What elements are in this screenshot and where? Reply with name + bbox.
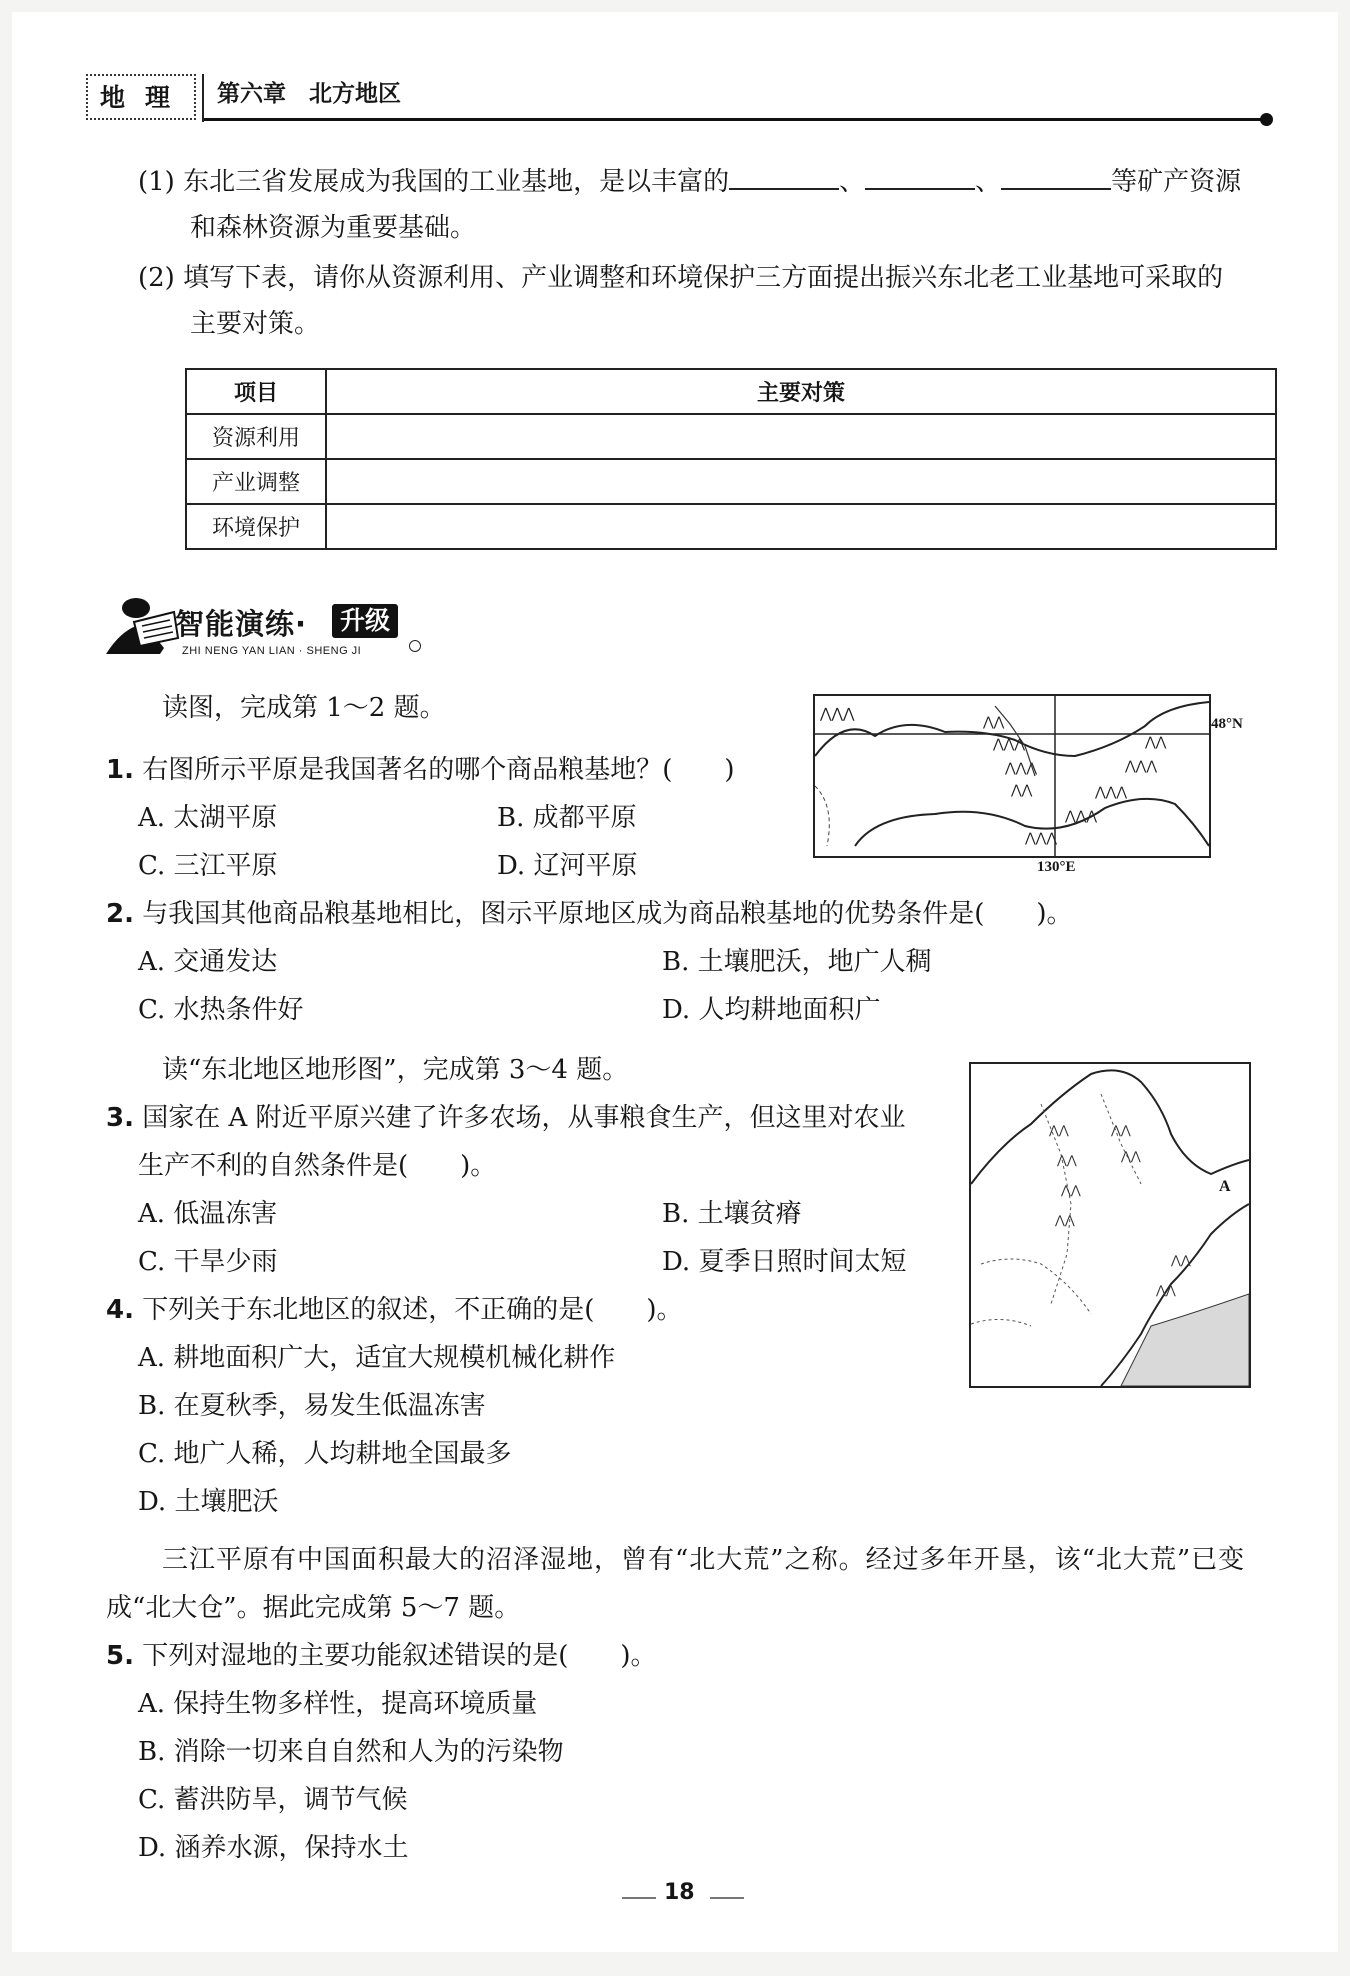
section-title-dot: ·	[295, 607, 308, 641]
map-outline	[815, 696, 1209, 856]
option[interactable]: D. 人均耕地面积广	[662, 995, 881, 1025]
svg-text:⋀⋀: ⋀⋀	[1057, 1153, 1077, 1167]
option[interactable]: B. 土壤肥沃，地广人稠	[662, 947, 932, 977]
policy-table	[185, 368, 1277, 550]
svg-text:⋀⋀: ⋀⋀	[983, 715, 1005, 730]
chapter-title: 第六章 北方地区	[217, 81, 401, 107]
svg-text:⋀⋀: ⋀⋀	[1145, 735, 1167, 750]
option[interactable]: C. 干旱少雨	[138, 1247, 278, 1277]
option[interactable]: C. 蓄洪防旱，调节气候	[138, 1785, 408, 1815]
blank-3[interactable]	[1001, 164, 1111, 190]
svg-text:⋀⋀: ⋀⋀	[1055, 1213, 1075, 1227]
blank-1[interactable]	[729, 164, 839, 190]
subject-label: 地理	[100, 83, 191, 112]
footer-dash-left	[622, 1897, 656, 1899]
svg-text:⋀⋀: ⋀⋀	[1121, 1149, 1141, 1163]
page	[12, 12, 1338, 1952]
svg-text:⋀⋀⋀: ⋀⋀⋀	[1065, 809, 1097, 824]
option[interactable]: C. 水热条件好	[138, 995, 304, 1025]
option[interactable]: A. 保持生物多样性，提高环境质量	[138, 1689, 538, 1719]
sanjiang-plain-map	[813, 694, 1211, 858]
header-rule-dot	[1260, 113, 1273, 126]
latitude-label: 48°N	[1211, 716, 1243, 732]
option[interactable]: A. 太湖平原	[138, 803, 278, 833]
row-label: 产业调整	[186, 459, 326, 504]
section-title	[175, 602, 307, 643]
option[interactable]: D. 辽河平原	[497, 851, 638, 881]
svg-text:⋀⋀: ⋀⋀	[1171, 1253, 1191, 1267]
svg-text:⋀⋀: ⋀⋀	[1111, 1123, 1131, 1137]
blank-2[interactable]	[865, 164, 975, 190]
question-3-line2: 生产不利的自然条件是( )。	[138, 1151, 497, 1181]
header-rule	[204, 118, 1266, 121]
table-row	[186, 459, 1276, 504]
question-4	[106, 1292, 683, 1328]
section-badge: 升级	[332, 604, 398, 638]
option[interactable]: B. 在夏秋季，易发生低温冻害	[138, 1391, 486, 1421]
svg-text:⋀⋀: ⋀⋀	[1049, 1123, 1069, 1137]
circle-icon	[409, 640, 421, 652]
question-number: 2.	[106, 899, 134, 929]
reader-icon	[100, 592, 180, 662]
svg-text:⋀⋀: ⋀⋀	[1061, 1183, 1081, 1197]
svg-text:⋀⋀⋀: ⋀⋀⋀	[1095, 785, 1127, 800]
fill-q1-text: (1) 东北三省发展成为我国的工业基地，是以丰富的	[138, 167, 730, 197]
svg-text:⋀⋀: ⋀⋀	[1156, 1283, 1176, 1297]
separator: 、	[975, 167, 1002, 197]
northeast-terrain-map	[969, 1062, 1251, 1388]
group1-intro: 读图，完成第 1～2 题。	[162, 693, 446, 723]
question-number: 3.	[106, 1103, 134, 1133]
question-text: 国家在 A 附近平原兴建了许多农场，从事粮食生产，但这里对农业	[142, 1103, 906, 1133]
answer-cell[interactable]	[326, 504, 1276, 549]
svg-text:⋀⋀⋀: ⋀⋀⋀	[1025, 831, 1057, 846]
row-label: 环境保护	[186, 504, 326, 549]
option[interactable]: B. 消除一切来自自然和人为的污染物	[138, 1737, 564, 1767]
fill-q2-line2: 主要对策。	[190, 309, 321, 339]
column-header-policy: 主要对策	[326, 369, 1276, 414]
option[interactable]: C. 地广人稀，人均耕地全国最多	[138, 1439, 512, 1469]
page-number: 18	[664, 1880, 695, 1905]
option[interactable]: C. 三江平原	[138, 851, 278, 881]
question-number: 5.	[106, 1641, 134, 1671]
svg-text:⋀⋀: ⋀⋀	[1011, 783, 1033, 798]
option[interactable]: A. 耕地面积广大，适宜大规模机械化耕作	[138, 1343, 616, 1373]
fill-q1-line2: 和森林资源为重要基础。	[190, 213, 477, 243]
answer-cell[interactable]	[326, 414, 1276, 459]
map-outline	[971, 1064, 1249, 1386]
option[interactable]: B. 成都平原	[497, 803, 637, 833]
table-row	[186, 504, 1276, 549]
question-2	[106, 896, 1073, 932]
question-5	[106, 1638, 657, 1674]
group3-intro: 三江平原有中国面积最大的沼泽湿地，曾有“北大荒”之称。经过多年开垦，该“北大荒”已变	[162, 1545, 1246, 1575]
question-3	[106, 1100, 906, 1136]
question-number: 1.	[106, 755, 134, 785]
group3-intro-line2: 成“北大仓”。据此完成第 5～7 题。	[106, 1593, 521, 1623]
fill-q1-text-end: 等矿产资源	[1111, 167, 1242, 197]
group2-intro: 读“东北地区地形图”，完成第 3～4 题。	[162, 1055, 629, 1085]
separator: 、	[839, 167, 866, 197]
option[interactable]: A. 低温冻害	[138, 1199, 278, 1229]
svg-text:⋀⋀⋀: ⋀⋀⋀	[820, 706, 855, 722]
answer-cell[interactable]	[326, 459, 1276, 504]
fill-question-1	[138, 164, 1241, 200]
point-a-label: A	[1219, 1178, 1231, 1195]
question-text: 右图所示平原是我国著名的哪个商品粮基地？( )	[142, 755, 735, 785]
svg-text:⋀⋀⋀: ⋀⋀⋀	[1125, 759, 1157, 774]
question-text: 与我国其他商品粮基地相比，图示平原地区成为商品粮基地的优势条件是( )。	[142, 899, 1073, 929]
footer-dash-right	[710, 1897, 744, 1899]
row-label: 资源利用	[186, 414, 326, 459]
option[interactable]: D. 夏季日照时间太短	[662, 1247, 907, 1277]
table-header-row	[186, 369, 1276, 414]
option[interactable]: A. 交通发达	[138, 947, 278, 977]
section-title-text: 智能演练	[175, 607, 296, 641]
fill-question-2: (2) 填写下表，请你从资源利用、产业调整和环境保护三方面提出振兴东北老工业基地可采取的	[138, 263, 1224, 293]
table-row	[186, 414, 1276, 459]
section-subtitle: ZHI NENG YAN LIAN · SHENG JI	[182, 645, 362, 657]
svg-text:⋀⋀⋀: ⋀⋀⋀	[993, 737, 1025, 752]
svg-text:⋀⋀⋀: ⋀⋀⋀	[1005, 761, 1037, 776]
longitude-label: 130°E	[1037, 859, 1076, 875]
question-text: 下列对湿地的主要功能叙述错误的是( )。	[142, 1641, 657, 1671]
option[interactable]: D. 涵养水源，保持水土	[138, 1833, 409, 1863]
option[interactable]: D. 土壤肥沃	[138, 1487, 279, 1517]
question-1	[106, 752, 735, 788]
question-number: 4.	[106, 1295, 134, 1325]
column-header-item: 项目	[186, 369, 326, 414]
option[interactable]: B. 土壤贫瘠	[662, 1199, 802, 1229]
header-divider	[202, 74, 204, 122]
question-text: 下列关于东北地区的叙述，不正确的是( )。	[142, 1295, 683, 1325]
